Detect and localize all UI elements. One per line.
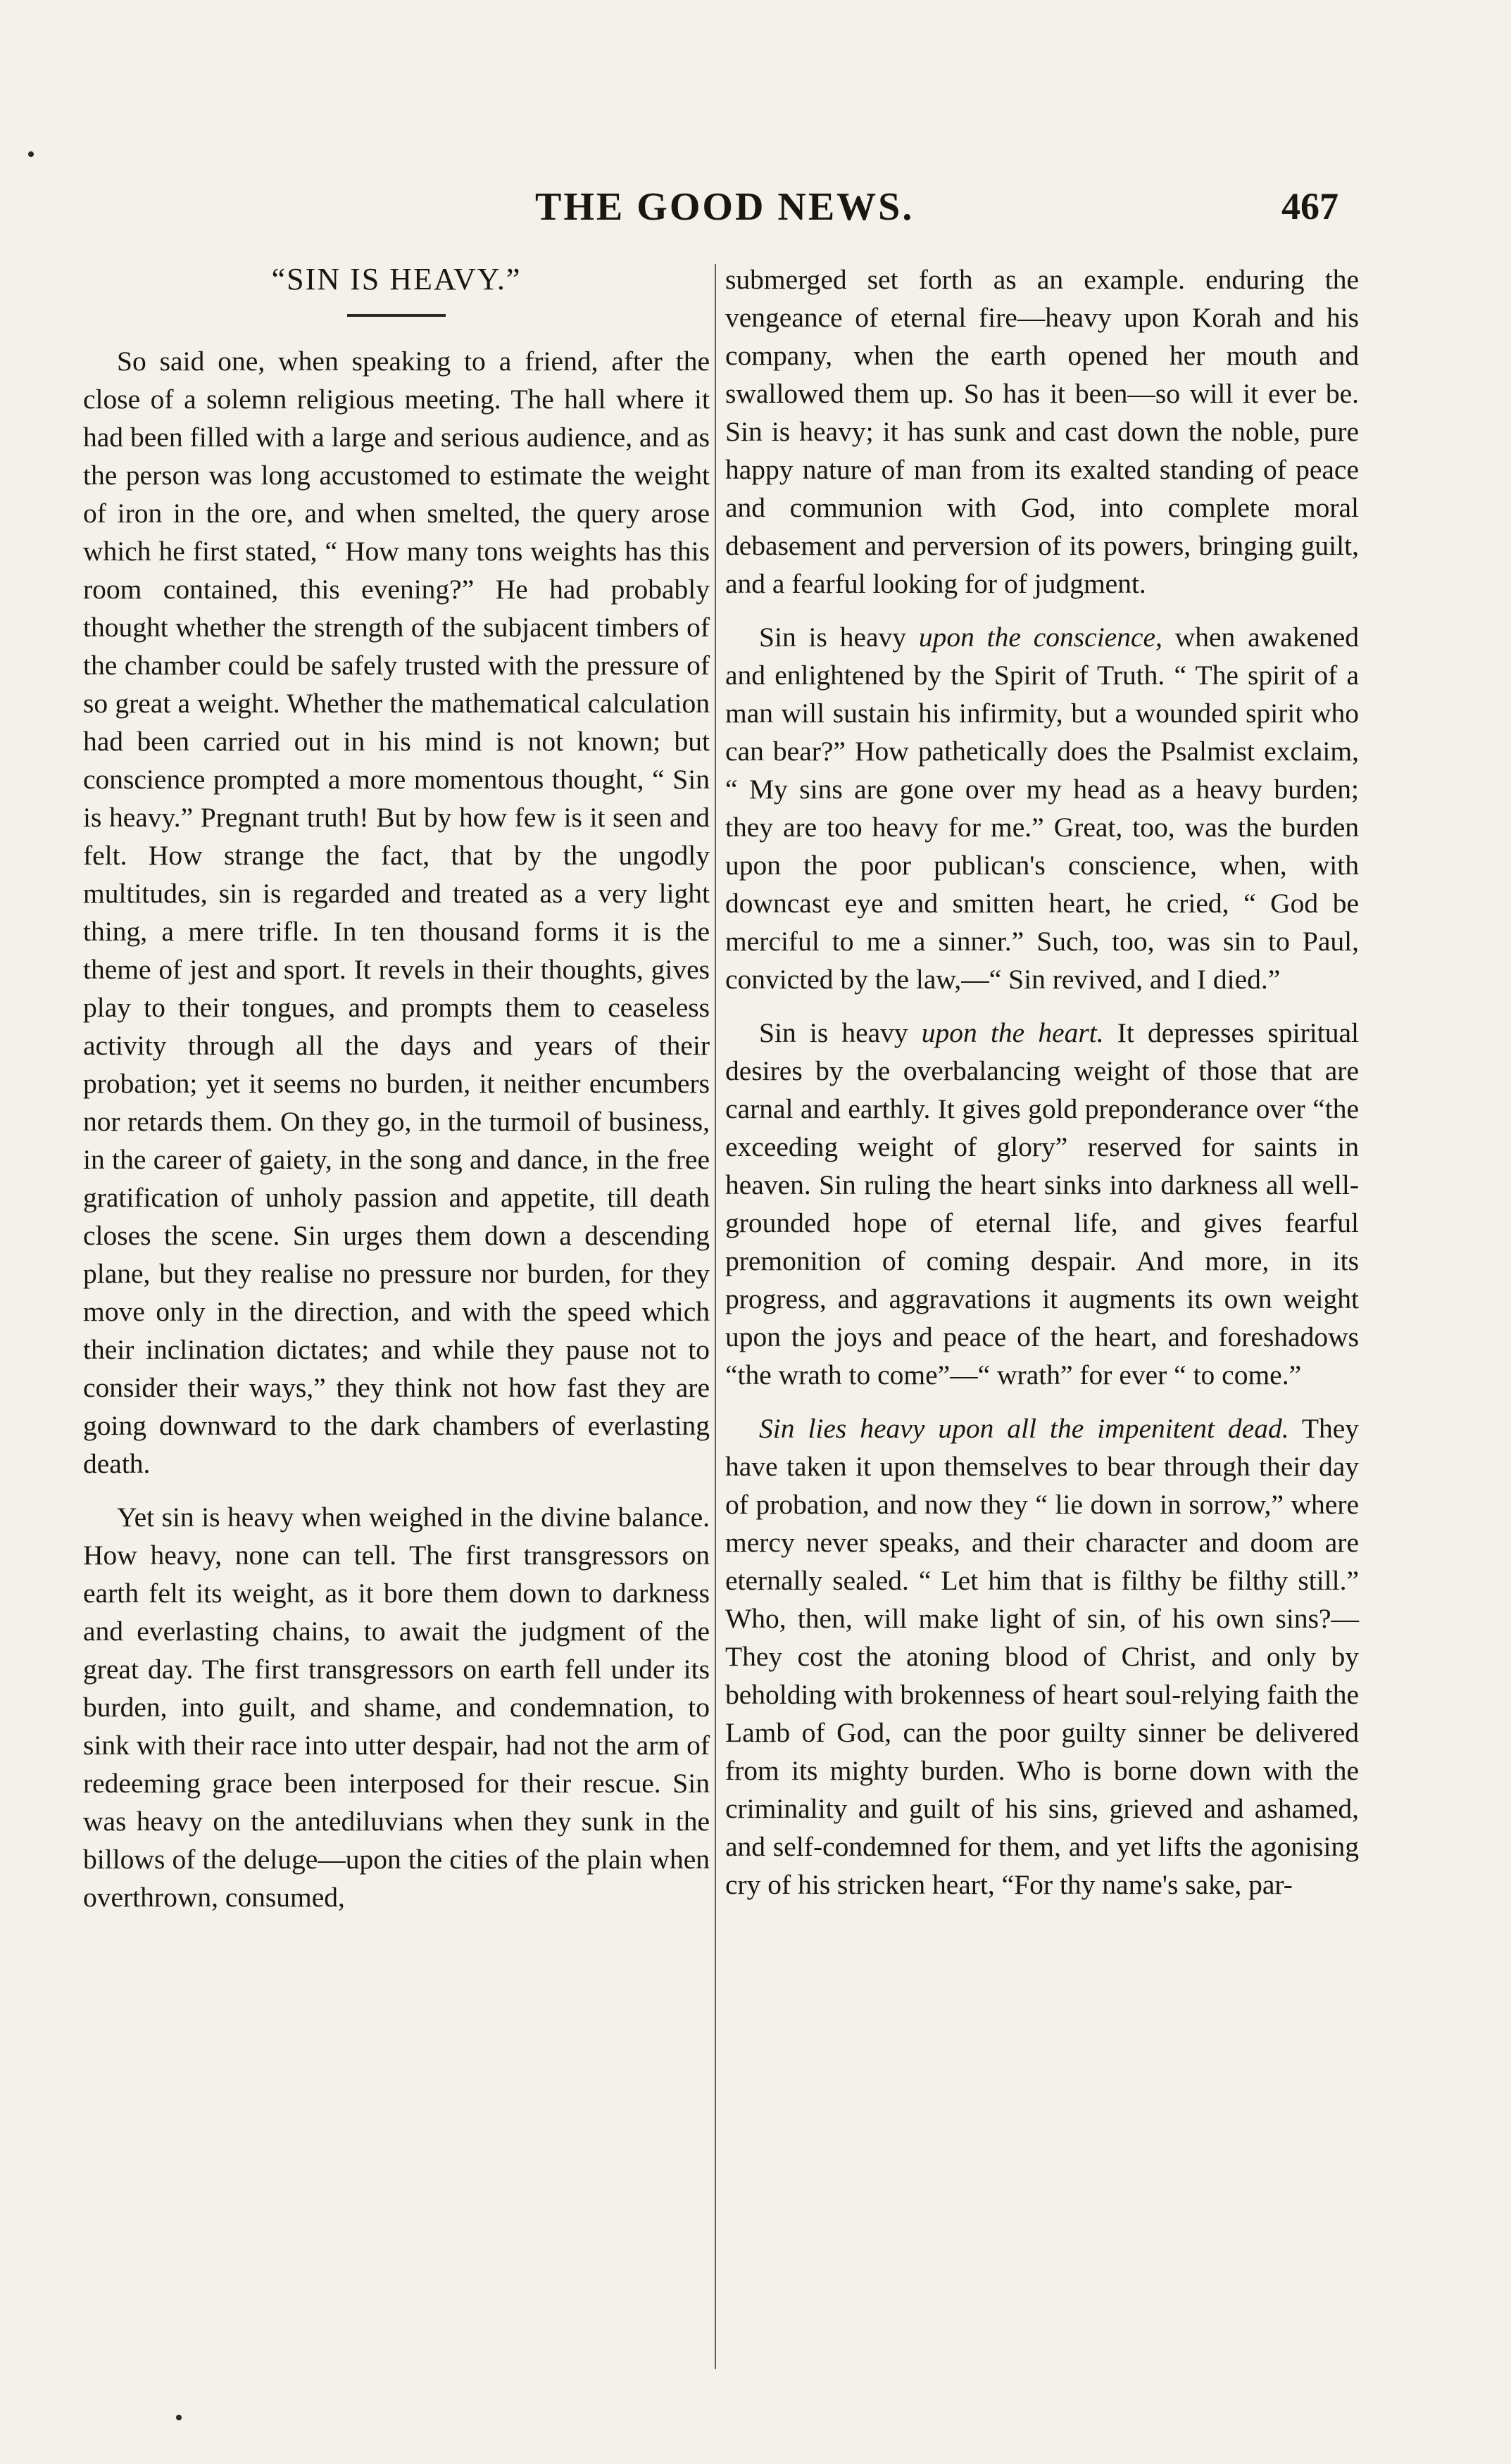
article-title: “SIN IS HEAVY.” <box>271 262 522 296</box>
column-divider <box>715 264 716 2369</box>
paragraph-lead: Sin is heavy <box>759 622 919 653</box>
paragraph-text: It depresses spiritual desires by the overbalancing weight of those that are carnal and earthly. It gives gold preponderance over “the exceeding weight of glory” reserved for saints in heaven. Sin ruling the heart sinks into darkness all well-grounded hope of eternal life, and gives fearful premonition of coming despair. And more, in its progress, and aggravations it augments its own weight upon the joys and peace of the heart, and foreshadows “the wrath to come”—“ wrath” for ever “ to come.” <box>725 1017 1359 1390</box>
paragraph <box>725 618 1359 998</box>
paragraph: So said one, when speaking to a friend, after the close of a solemn religious meeting. The hall where it had been filled with a large and serious audience, and as the person was long accustomed to estimate the weight of iron in the ore, and when smelted, the query arose which he first stated, “ How many tons weights has this room contained, this evening?” He had probably thought whether the strength of the subjacent timbers of the chamber could be safely trusted with the pressure of so great a weight. Whether the mathematical calculation had been carried out in his mind is not known; but conscience prompted a more momentous thought, “ Sin is heavy.” Pregnant truth! But by how few is it seen and felt. How strange the fact, that by the ungodly multitudes, sin is regarded and treated as a very light thing, a mere trifle. In ten thousand forms it is the theme of jest and sport. It revels in their thoughts, gives play to their tongues, and prompts them to ceaseless activity through all the days and years of their probation; yet it seems no burden, it neither encumbers nor retards them. On they go, in the turmoil of business, in the career of gaiety, in the song and dance, in the free gratification of unholy passion and appetite, till death closes the scene. Sin urges them down a descending plane, but they realise no pressure nor burden, for they move only in the direction, and with the speed which their inclination dictates; and while they pause not to consider their ways,” they think not how fast they are going downward to the dark chambers of everlasting death. <box>83 346 710 1479</box>
emphasis: upon the conscience, <box>918 622 1162 653</box>
paragraph <box>725 1014 1359 1394</box>
paragraph: submerged set forth as an example. enduring the vengeance of eternal fire—heavy upon Korah and his company, when the earth opened her mouth and swallowed them up. So has it been—so will it ever be. Sin is heavy; it has sunk and cast down the noble, pure happy nature of man from its exalted standing of peace and communion with God, into complete moral debasement and perversion of its powers, bringing guilt, and a fearful looking for of judgment. <box>725 264 1359 599</box>
paragraph-text: when awakened and enlightened by the Spirit of Truth. “ The spirit of a man will sustain his infirmity, but a wounded spirit who can bear?” How pathetically does the Psalmist exclaim, “ My sins are gone over my head as a heavy burden; they are too heavy for me.” Great, too, was the burden upon the poor publican's conscience, when, with downcast eye and smitten heart, he cried, “ God be merciful to me a sinner.” Such, too, was sin to Paul, convicted by the law,—“ Sin revived, and I died.” <box>725 622 1360 995</box>
print-speck <box>176 2415 182 2420</box>
print-speck <box>28 151 34 157</box>
right-column <box>725 260 1359 1919</box>
emphasis: upon the heart. <box>921 1017 1104 1048</box>
title-rule <box>347 314 446 317</box>
running-title: THE GOOD NEWS. <box>535 185 915 229</box>
emphasis: Sin lies heavy upon all the impenitent dead. <box>759 1413 1289 1444</box>
left-column <box>83 260 710 1932</box>
paragraph-text: They have taken it upon themselves to bear through their day of probation, and now they “ lie down in sorrow,” where mercy never speaks, and their character and doom are eternally sealed. “ Let him that is filthy be filthy still.” Who, then, will make light of sin, of his own sins?—They cost the atoning blood of Christ, and only by beholding with brokenness of heart soul-relying faith the Lamb of God, can the poor guilty sinner be delivered from its mighty burden. Who is borne down with the criminality and guilt of his sins, grieved and ashamed, and self-condemned for them, and yet lifts the agonising cry of his stricken heart, “For thy name's sake, par- <box>725 1413 1359 1900</box>
page-number: 467 <box>1281 185 1338 227</box>
paragraph: Yet sin is heavy when weighed in the divine balance. How heavy, none can tell. The first transgressors on earth felt its weight, as it bore them down to darkness and everlasting chains, to await the judgment of the great day. The first transgressors on earth fell under its burden, into guilt, and shame, and condemnation, to sink with their race into utter despair, had not the arm of redeeming grace been interposed for their rescue. Sin was heavy on the antediluvians when they sunk in the billows of the deluge—upon the cities of the plain when overthrown, consumed, <box>83 1502 710 1913</box>
paragraph-lead: Sin is heavy <box>759 1017 922 1048</box>
paragraph <box>725 1409 1359 1904</box>
